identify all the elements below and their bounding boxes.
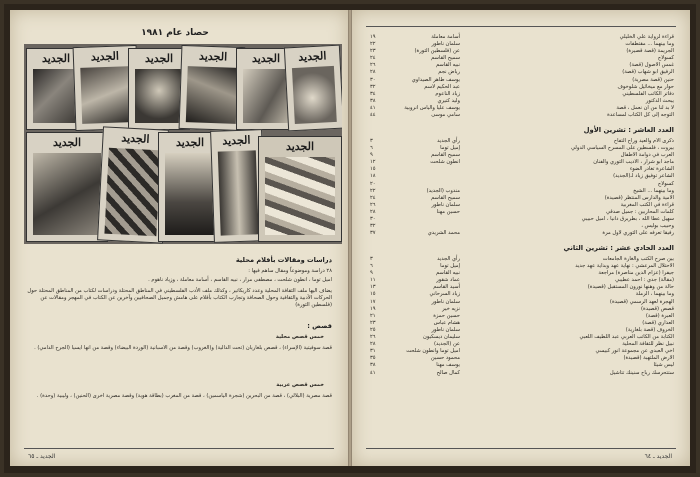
toc-entry-author: سلمان ناطور xyxy=(431,201,460,208)
toc-entry-page: ٢٤ xyxy=(370,55,376,62)
studies-heading: دراسات ومقالات بأقلام محلية xyxy=(235,256,332,264)
toc-entry-page: ٣٢ xyxy=(370,83,376,90)
toc-entry-title: (مقالة) جدي : أحمد عطيبي xyxy=(615,277,674,284)
toc-entry-page: ٣ xyxy=(370,138,373,144)
toc-entry-author: يوسف عليا والياس انروبية xyxy=(404,104,460,111)
toc-entry-title: لا بد لنا من أن نعمل ، قصة xyxy=(616,104,674,111)
toc-entry xyxy=(370,299,674,306)
left-page xyxy=(10,10,348,466)
toc-entry-title: سهيل عطا الله ، بطريرق دانيا ، اميل حبيبي xyxy=(581,216,674,223)
toc-entry xyxy=(370,202,674,209)
toc-entry xyxy=(370,138,674,145)
toc-entry xyxy=(370,69,674,76)
magazine-cover: الجديد xyxy=(210,129,266,243)
toc-entry xyxy=(370,173,674,180)
toc-entry-title: الشاعر توفيق زياد لـ(الجديد) xyxy=(613,173,674,180)
toc-entry-title: وما بينهما ، الرملة xyxy=(635,291,674,298)
toc-entry-title: وما بينهما ... مقتطفات xyxy=(625,41,674,48)
magazine-cover: الجديد xyxy=(73,45,140,131)
toc-entry-page: ٢٨ xyxy=(370,208,376,215)
toc-entry-author: رأي الجديد xyxy=(437,256,460,262)
toc-entry xyxy=(370,223,674,230)
toc-entry-author: سلمان ناطور xyxy=(431,298,460,305)
toc-entry-title: الارض الملتهبة (قصيدة) xyxy=(623,355,674,362)
toc-entry-page: ٢٠ xyxy=(370,180,376,187)
toc-entry-page: ٢٢ xyxy=(370,187,376,194)
toc-entry-title: بين صرح الكتب والغارة الجامعات xyxy=(602,256,674,262)
toc-entry-author: هشام عباس xyxy=(433,319,460,326)
toc-entry-title: الجريمة (قصة قصيرة) xyxy=(626,48,674,55)
toc-entry-author: سامي موسى xyxy=(431,112,460,119)
toc-entry-author: عن (فلسطين الثورة) xyxy=(414,48,460,55)
toc-entry-author: سلمان ناطور xyxy=(431,326,460,333)
toc-entry-title: الخروف (قصة بلغارية) xyxy=(625,326,674,333)
toc-entry-author xyxy=(388,166,466,173)
toc-entry xyxy=(370,91,674,98)
toc-entry-title: حوار مع ميخائيل شلوخوف xyxy=(617,83,674,90)
toc-entry-author: حسين حمزة xyxy=(433,312,460,319)
photo-title: حصاد عام ١٩٨١ xyxy=(141,28,209,38)
toc-entry-title: قصص (قصيدة) xyxy=(640,305,674,312)
toc-entry-author: محمود حسين xyxy=(430,355,460,362)
toc-entry-author: انطون شلحت xyxy=(430,159,460,166)
toc-entry xyxy=(370,341,674,348)
november-issue-heading: العدد الحادي عشر : تشرين الثاني xyxy=(563,244,674,252)
toc-entry-page: ٢٣ xyxy=(370,319,376,326)
local-stories-label: خمس قصص محلية xyxy=(275,334,324,340)
toc-entry-page: ١٥ xyxy=(370,166,376,173)
studies-body: يضاف اليها ملف الثقافة المحلية وعدد كاريكاتير ، وكذلك ملف الأدب الفلسطيني في المناطق المحتلة ودراسات لكتاب من المناطق المحتلة حول الحركات الأدبية والثقافية وحول الصحافة وتجارب الكتاب بأقلام على هامش وجميل الصحافيين وآخرين عن الكتاب في المهجر ومقالات عن (فلسطين الثورة) xyxy=(27,288,332,308)
magazine-cover: الجديد xyxy=(128,48,190,130)
toc-entry xyxy=(370,370,674,377)
toc-entry-title: التوجه إلى كل الكتاب لمساعدة xyxy=(607,112,674,119)
magazine-cover: الجديد xyxy=(26,132,108,242)
toc-entry-title: قراءة لرواية علي الخليلي xyxy=(619,34,674,40)
toc-entry-page: ٤١ xyxy=(370,369,376,376)
toc-entry-author: إميل توما xyxy=(440,263,460,270)
toc-entry xyxy=(370,256,674,263)
toc-entry-page: ٦ xyxy=(370,263,373,270)
toc-entry-author: اميل توما وانطون شلحت xyxy=(406,348,460,355)
toc-entry-page: ٤١ xyxy=(370,104,376,111)
toc-entry-page: ١٨ xyxy=(370,173,376,180)
toc-entry-author: كمال صالح xyxy=(436,369,460,376)
toc-entry-author: إميل توما xyxy=(440,145,460,152)
toc-entry-author: يوسف مهنا xyxy=(436,362,460,369)
toc-entry-author: سميح القاسم xyxy=(431,152,460,159)
magazine-cover: الجديد xyxy=(26,48,86,130)
toc-entry xyxy=(370,77,674,84)
left-page-footer: الجديد ـ ٦٥ xyxy=(28,453,56,460)
toc-entry-author: عن (الجديد) xyxy=(433,341,460,348)
magazine-covers-photo xyxy=(24,44,342,244)
toc-entry-author: مندوب (الجديد) xyxy=(426,187,460,194)
toc-entry-title: غمس الاصول (قصة) xyxy=(629,62,674,69)
toc-entry xyxy=(370,112,674,119)
toc-entry-title: الهجرة لعهد الرسمي (قصيدة) xyxy=(609,298,674,305)
toc-entry xyxy=(370,145,674,152)
footer-rule xyxy=(24,448,334,449)
toc-entry-title: كسولاج xyxy=(657,180,674,187)
toc-entry-author: زياد السرحاني xyxy=(429,291,460,298)
october-issue-heading: العدد العاشر : تشرين الأول xyxy=(583,126,674,134)
toc-entry-title: رفيقاً تعرفه على الثوري لأول مرة xyxy=(602,230,674,237)
arab-stories-text: قصة مصرية (البلالي) ، قصة من البحرين (شجرة الياسمين) ، قصة من المغرب (بطاقة هوية) وقصة مصرية اخرى (الحنين) ، وليبية (وحدة) . xyxy=(36,393,332,399)
toc-entry xyxy=(370,270,674,277)
toc-entry xyxy=(370,209,674,216)
toc-entry-page: ٢٥ xyxy=(370,326,376,333)
magazine-spread xyxy=(4,4,696,473)
magazine-cover: الجديد xyxy=(284,45,342,132)
toc-entry xyxy=(370,62,674,69)
toc-entry xyxy=(370,159,674,166)
toc-entry-title: نبيل نظر للثقافة المحلية xyxy=(622,341,674,348)
toc-entry xyxy=(370,362,674,369)
toc-entry-page: ٣٤ xyxy=(370,90,376,97)
toc-entry-title: كلمات المحاربين : جميل صدقي xyxy=(605,208,674,215)
right-page-footer: الجديد ـ ٦٤ xyxy=(644,453,672,460)
toc-entry xyxy=(370,188,674,195)
toc-entry xyxy=(370,313,674,320)
toc-entry-page: ٣٥ xyxy=(370,355,376,362)
toc-entry xyxy=(370,306,674,313)
toc-entry-title: الشاعرة تغادر الضوء xyxy=(629,166,674,173)
magazine-cover: الجديد xyxy=(179,45,246,131)
toc-entry-author: حسين مهنا xyxy=(436,208,460,215)
studies-contributors: اميل توما ، انطون شلحت ، مصطفى مرار ، نبيه القاسم ، أسامة معاملة ، وزياد ناهوم . xyxy=(148,277,332,283)
toc-entry-author: نبيه القاسم xyxy=(435,62,460,69)
toc-entry-page: ٣٨ xyxy=(370,97,376,104)
toc-entry-title: ذكرى الأم والعيد وراح التفاح xyxy=(613,138,674,144)
toc-entry-title: الأمية والدارس المنتظر (قصيدة) xyxy=(604,194,674,201)
toc-entry-title: ليس شيئاً xyxy=(653,362,674,369)
toc-entry-title: وما بينهما ... الشيخ xyxy=(633,187,674,194)
toc-entry xyxy=(370,320,674,327)
magazine-cover: الجديد xyxy=(158,132,222,242)
toc-entry-title: الكتابة من الكاتب العربي عبد اللطيف اللعبي xyxy=(579,334,674,341)
toc-entry xyxy=(370,277,674,284)
toc-entry-page: ٢٨ xyxy=(370,69,376,76)
header-rule xyxy=(366,26,676,27)
toc-entry xyxy=(370,230,674,237)
toc-entry-page: ١٣ xyxy=(370,284,376,291)
toc-entry xyxy=(370,84,674,91)
toc-entry-page: ٩ xyxy=(370,152,373,159)
toc-entry-page: ٢٣ xyxy=(370,48,376,55)
toc-entry-title: الرفيق ابو شهاب (قصة) xyxy=(622,69,674,76)
toc-entry-page: ٣٨ xyxy=(370,362,376,369)
toc-entry xyxy=(370,284,674,291)
toc-entry-page: ١٥ xyxy=(370,291,376,298)
toc-entry-title: وحبيب بوليس ، xyxy=(641,223,674,230)
toc-entry-page: ١٩ xyxy=(370,305,376,312)
toc-entry xyxy=(370,195,674,202)
toc-entry-page: ١٧ xyxy=(370,298,376,305)
toc-entry-page: ٩ xyxy=(370,270,373,277)
toc-entry-author: يوسف طاهر الصيداوي xyxy=(411,76,460,83)
toc-entry-page: ٢١ xyxy=(370,312,376,319)
toc-entry-title: ماجد أبو شرار ، الاديب الثوري والفنان xyxy=(593,159,674,166)
toc-entry-title: العذاري (قصة) xyxy=(642,319,674,326)
toc-entry xyxy=(370,334,674,341)
toc-entry-title: بيروت ، فلسطين على المسرح السياسي الدولي xyxy=(570,145,674,152)
toc-entry xyxy=(370,55,674,62)
toc-entry-author: أسيد القاسم xyxy=(433,284,460,291)
right-page xyxy=(352,10,690,466)
toc-entry-author: رياض نجم xyxy=(438,69,460,76)
magazine-cover: الجديد xyxy=(258,136,342,242)
toc-entry-author: أسامة معاملة xyxy=(431,34,460,40)
toc-entry xyxy=(370,105,674,112)
toc-entry-author xyxy=(388,173,466,180)
toc-entry-author: سميح القاسم xyxy=(431,55,460,62)
toc-entry-title: يبحث الدكتور xyxy=(645,97,674,104)
toc-entry-title: العرب في دوامة الأطفال xyxy=(620,152,674,159)
toc-entry-page: ٢٤ xyxy=(370,194,376,201)
toc-entry xyxy=(370,327,674,334)
toc-entry xyxy=(370,48,674,55)
toc-entry-page: ٣٢ xyxy=(370,223,376,230)
toc-entry-page: ٣٠ xyxy=(370,216,376,223)
toc-entry-author: عبد الحكيم لاسم xyxy=(424,83,460,90)
toc-continued xyxy=(370,34,674,119)
toc-entry-page: ١٢ xyxy=(370,159,376,166)
toc-entry-title: دفاتر الكاتب الفلسطيني xyxy=(622,90,674,97)
toc-entry-author: سميح القاسم xyxy=(431,194,460,201)
toc-entry-title: حالة من وهنها نورون المستقبل (قصيدة) xyxy=(587,284,674,291)
toc-entry-author: نزيه خير xyxy=(442,305,460,312)
toc-entry-author: رأي الجديد xyxy=(437,138,460,144)
toc-entry-page: ٣٠ xyxy=(370,76,376,83)
toc-entry xyxy=(370,181,674,188)
toc-entry-author: سلمان ناطور xyxy=(431,41,460,48)
toc-entry-author: نبيه القاسم xyxy=(435,270,460,277)
toc-entry-page: ٣٧ xyxy=(370,230,376,237)
toc-entry-title: قراءة في الكتب المغربية xyxy=(620,201,674,208)
magazine-cover: الجديد xyxy=(97,126,169,243)
toc-entry-author xyxy=(388,216,466,223)
toc-entry-page: ٦ xyxy=(370,145,373,152)
magazine-cover: الجديد xyxy=(236,48,296,130)
toc-entry xyxy=(370,263,674,270)
toc-entry-page: ٢٨ xyxy=(370,341,376,348)
toc-entry-title: حنين (قصة مصرية) xyxy=(632,76,674,83)
toc-entry-author: زياد الناعوم xyxy=(435,90,460,97)
stories-heading: قصص : xyxy=(307,322,332,330)
toc-entry-page: ٢٦ xyxy=(370,201,376,208)
toc-entry xyxy=(370,41,674,48)
toc-entry-author: سليمان ديسكيون xyxy=(423,334,460,341)
toc-entry-title: ستتحرسك رياح سنينك تتاشيل xyxy=(609,369,674,376)
footer-rule xyxy=(366,448,676,449)
toc-entry-author: وليد كتيري xyxy=(437,97,460,104)
toc-entry xyxy=(370,34,674,41)
toc-entry-title: جيفرا (عزام الدين مناصرة) مراجعة xyxy=(598,270,674,277)
toc-entry-title: أخي العبدي عن مجموعة انور كبيسي xyxy=(595,348,674,355)
toc-entry-page: ٤٤ xyxy=(370,112,376,119)
toc-entry-author: محمد الشريدي xyxy=(427,230,460,237)
toc-november xyxy=(370,256,674,377)
studies-intro: ٢٨ دراسة وموضوعاً ومقال ساهم فيها : xyxy=(248,268,332,274)
toc-entry-page: ٢٢ xyxy=(370,41,376,48)
toc-entry xyxy=(370,355,674,362)
toc-entry xyxy=(370,216,674,223)
toc-entry xyxy=(370,291,674,298)
toc-entry-title: الاحتلال المرعشي : نهاية عهد وبداية عهد جديد xyxy=(575,263,674,270)
local-stories-text: قصة سوفيتية (الإسراء) ، قصص بلغاريان (تحت الدالية) و(الغروب) وقصة من الاسبانية (الوردة البيضاء) وقصة من انها ايسيا (الجرح الدامي) . xyxy=(34,345,332,351)
toc-entry-page: ٣ xyxy=(370,256,373,262)
toc-entry-page: ٢٦ xyxy=(370,62,376,69)
toc-entry-author: عماد شقور xyxy=(436,277,460,284)
toc-entry-page: ٣١ xyxy=(370,348,376,355)
toc-entry xyxy=(370,98,674,105)
toc-entry-page: ٢٦ xyxy=(370,334,376,341)
toc-entry-author xyxy=(388,223,466,230)
arab-stories-label: خمس قصص عربية xyxy=(276,382,324,388)
toc-entry-page: ١٩ xyxy=(370,34,376,40)
toc-october xyxy=(370,138,674,237)
toc-entry-page: ١١ xyxy=(370,277,376,284)
toc-entry-title: كسولاج xyxy=(657,55,674,62)
toc-entry xyxy=(370,152,674,159)
toc-entry-author xyxy=(388,181,466,188)
toc-entry-title: العبرة (قصة) xyxy=(645,312,674,319)
toc-entry xyxy=(370,348,674,355)
toc-entry xyxy=(370,166,674,173)
